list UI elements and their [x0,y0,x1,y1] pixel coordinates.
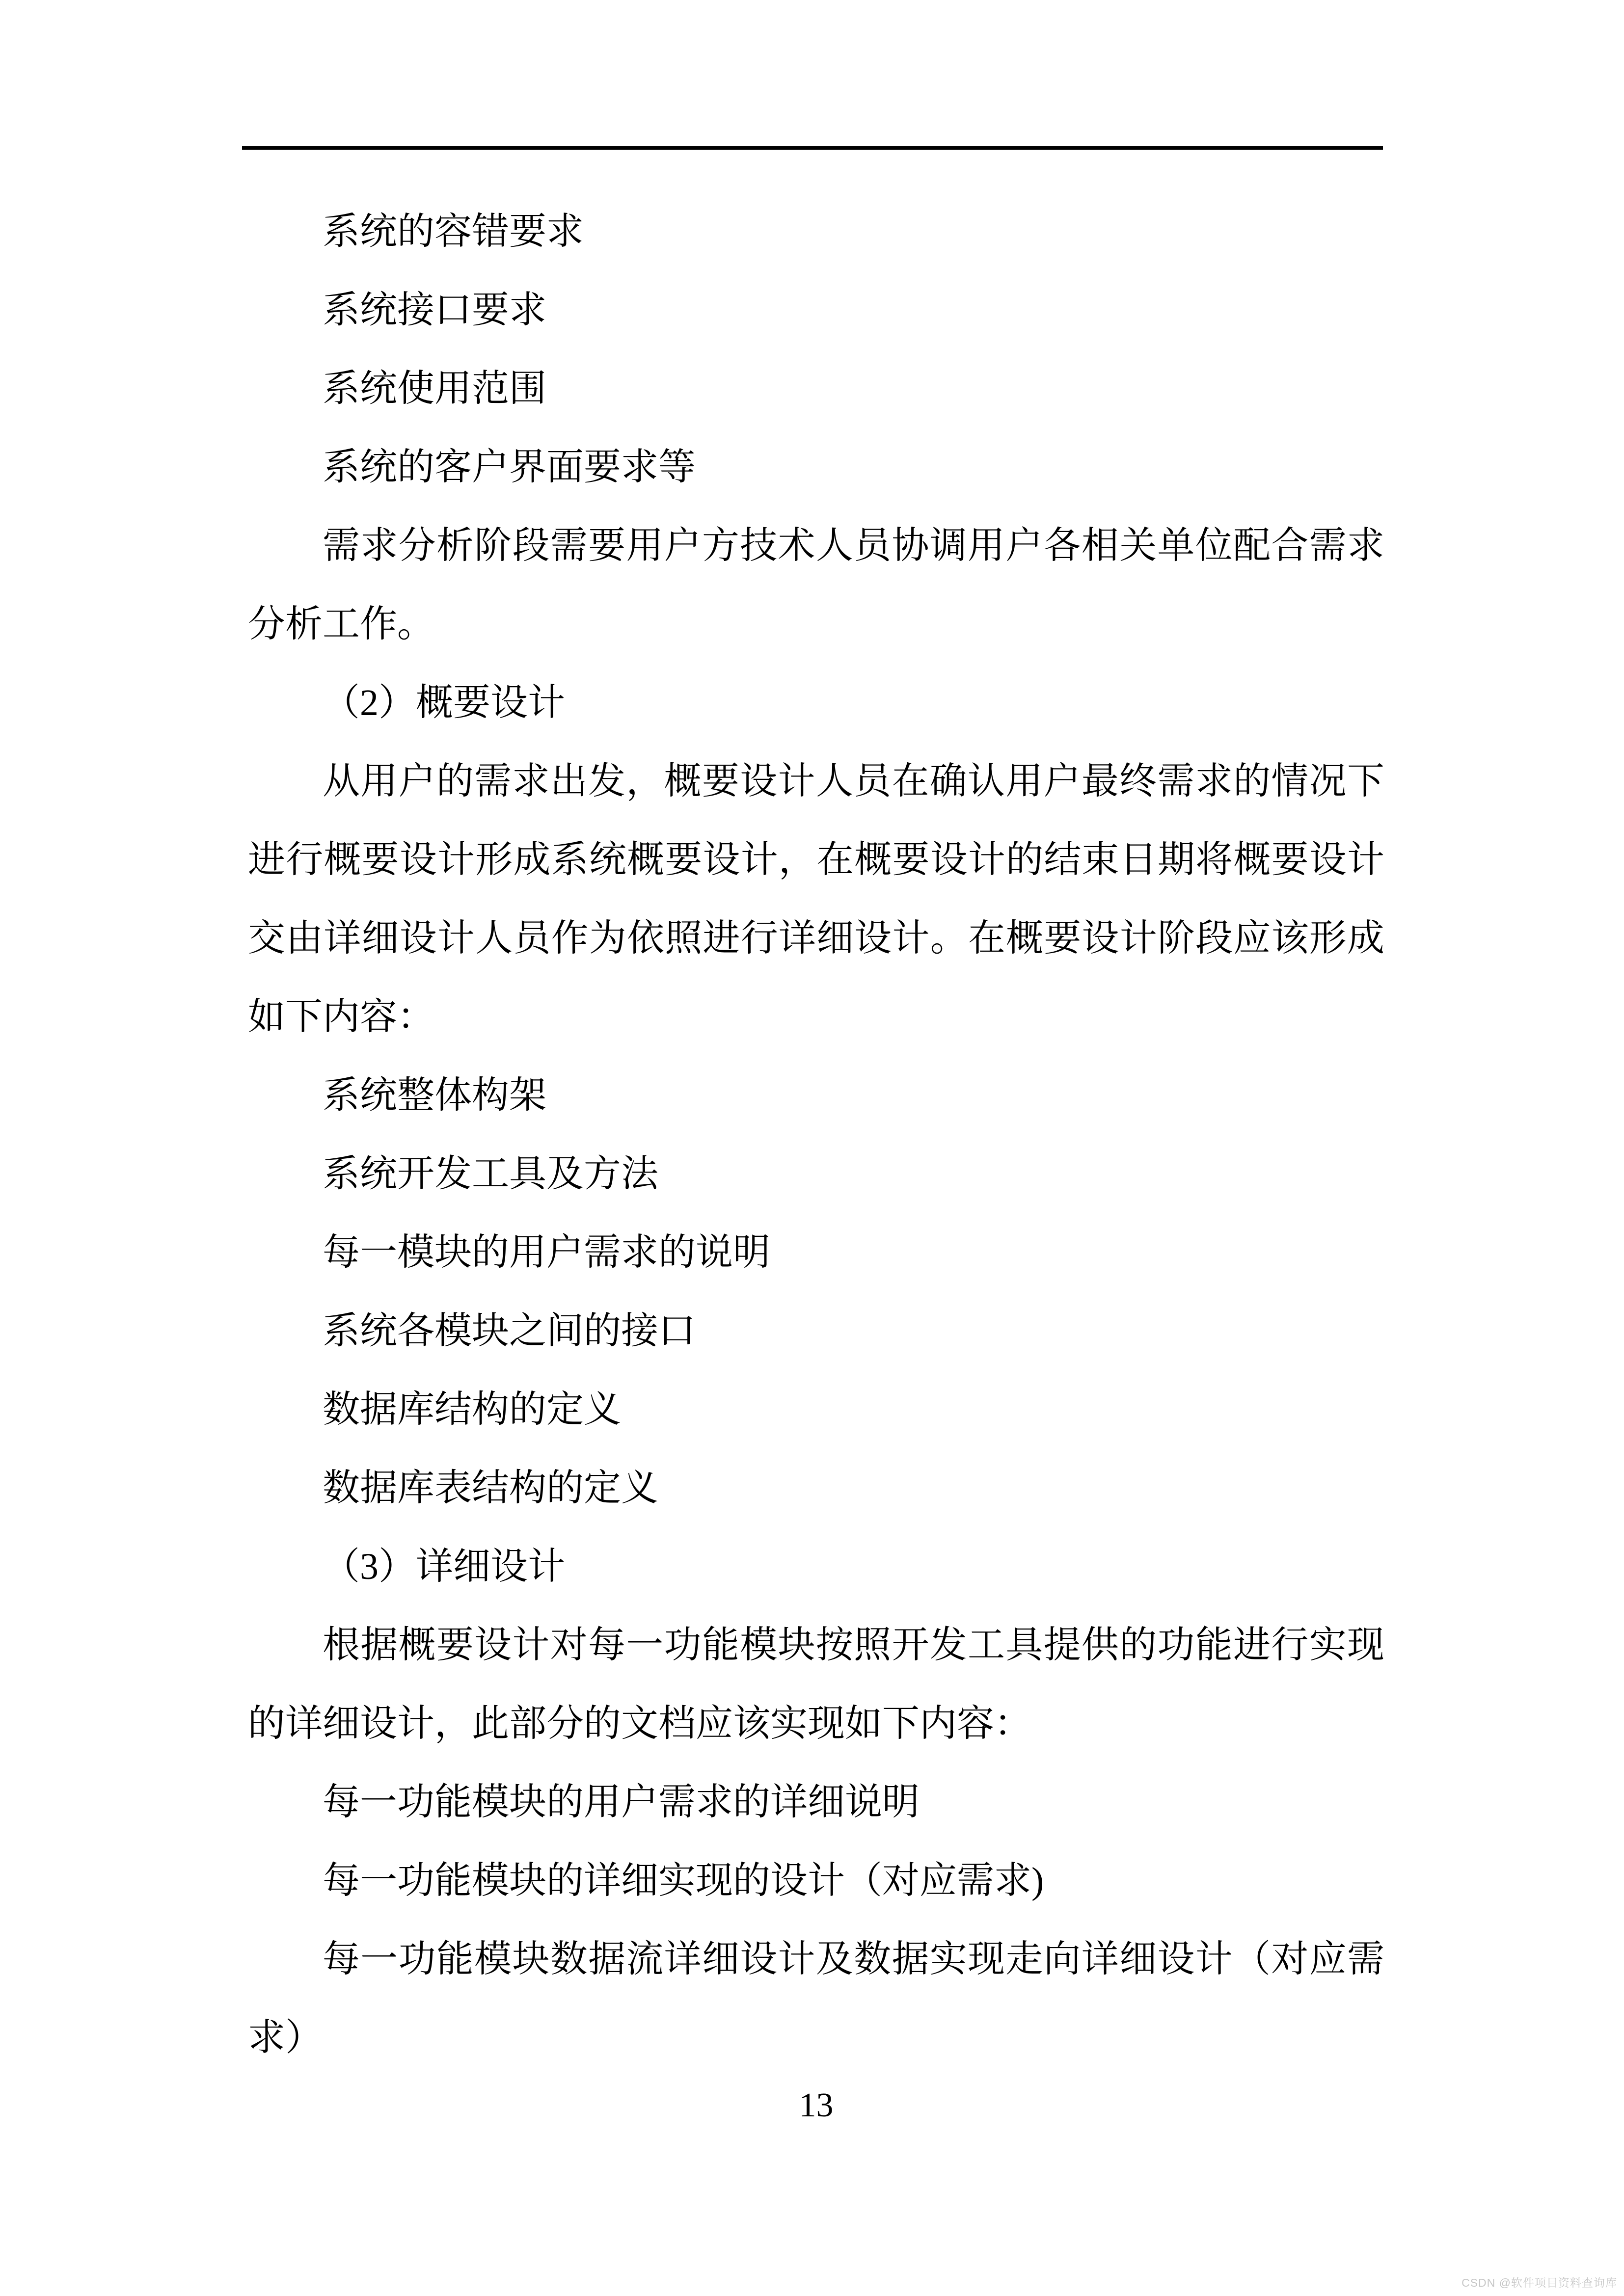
text-line: 数据库结构的定义 [323,1389,621,1430]
page-number: 13 [799,2086,834,2124]
text-line: 每一模块的用户需求的说明 [323,1232,770,1273]
text-line: 系统各模块之间的接口 [323,1310,696,1352]
text-line: 分析工作。 [248,604,434,645]
text-line: 从用户的需求出发，概要设计人员在确认用户最终需求的情况下 [323,761,1384,802]
text-line: 系统接口要求 [323,290,546,331]
text-line: （3）详细设计 [323,1546,565,1587]
text-line: 数据库表结构的定义 [323,1468,658,1509]
text-line: 求） [248,2017,323,2058]
text-line: 系统使用范围 [323,368,546,409]
text-line: 系统的容错要求 [323,211,584,252]
text-line: 的详细设计，此部分的文档应该实现如下内容： [248,1703,1031,1744]
text-line: （2）概要设计 [323,682,565,723]
text-line: 每一功能模块的用户需求的详细说明 [323,1782,920,1823]
text-line: 需求分析阶段需要用户方技术人员协调用户各相关单位配合需求 [323,525,1384,566]
document-body [248,192,1384,2077]
header-rule [242,146,1383,150]
text-line: 每一功能模块数据流详细设计及数据实现走向详细设计（对应需 [323,1939,1384,1980]
watermark: CSDN @软件项目资料查询库 [1462,2276,1617,2289]
text-line: 系统的客户界面要求等 [323,447,696,488]
text-line: 每一功能模块的详细实现的设计（对应需求) [323,1860,1044,1901]
text-line: 系统开发工具及方法 [323,1153,658,1195]
text-line: 根据概要设计对每一功能模块按照开发工具提供的功能进行实现 [323,1625,1384,1666]
text-line: 如下内容： [248,996,434,1038]
text-line: 交由详细设计人员作为依照进行详细设计。在概要设计阶段应该形成 [248,918,1384,959]
text-line: 进行概要设计形成系统概要设计，在概要设计的结束日期将概要设计 [248,839,1384,881]
text-line: 系统整体构架 [323,1075,546,1116]
